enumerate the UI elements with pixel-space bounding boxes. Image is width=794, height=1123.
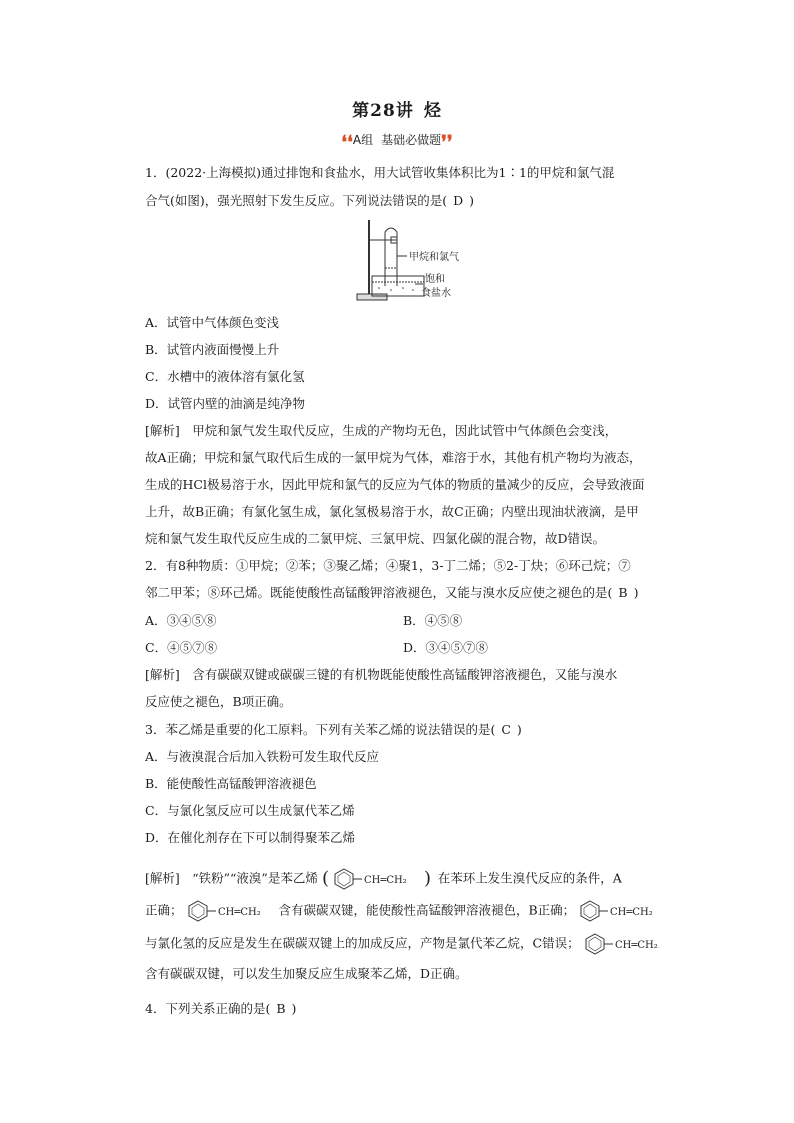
svg-text:CH═CH₂: CH═CH₂: [610, 907, 653, 918]
q2-option-d: D．③④⑤⑦⑧: [403, 640, 489, 655]
group-heading: [0, 131, 794, 153]
q2-answer: B: [618, 585, 628, 600]
q3-line1: [145, 721, 522, 739]
q3-option-d: D．在催化剂存在下可以制得聚苯乙烯: [145, 830, 356, 845]
title-lesson: 第28讲: [352, 101, 414, 121]
svg-text:(: (: [321, 868, 329, 889]
q3-analysis-line1: [145, 866, 622, 892]
svg-text:CH═CH₂: CH═CH₂: [217, 907, 261, 918]
q2-paren: ): [633, 585, 639, 600]
q4-stem: 4．下列关系正确的是(: [145, 1001, 271, 1016]
q3-answer: C: [501, 722, 511, 737]
figure-label-saturated: 饱和: [425, 274, 445, 285]
styrene-structure-icon-2: [187, 899, 275, 923]
q3-analysis-line2: [145, 899, 667, 923]
q1-option-c: C．水槽中的液体溶有氯化氢: [145, 369, 305, 384]
styrene-structure-icon: [322, 866, 434, 892]
q2-option-a: A．③④⑤⑧: [145, 613, 217, 628]
svg-text:): ): [423, 868, 431, 889]
q3-analysis-text2b: 含有碳碳双键，能使酸性高锰酸钾溶液褪色，B正确；: [278, 902, 576, 918]
q1-analysis-line5: 烷和氯气发生取代反应生成的二氯甲烷、三氯甲烷、四氯化碳的混合物，故D错误。: [145, 531, 606, 546]
apparatus-figure: [355, 218, 485, 304]
q2-line1: 2．有8种物质：①甲烷；②苯；③聚乙烯；④聚1，3-丁二烯；⑤2-丁炔；⑥环己烷；⑦: [145, 558, 631, 573]
styrene-structure-icon-4: [584, 932, 672, 956]
q1-stem: 合气(如图)，强光照射下发生反应。下列说法错误的是(: [145, 193, 448, 208]
q2-option-c: C．④⑤⑦⑧: [145, 640, 218, 655]
q3-paren: ): [516, 722, 522, 737]
q3-option-b: B．能使酸性高锰酸钾溶液褪色: [145, 776, 317, 791]
q3-analysis-text2a: 正确；: [145, 902, 183, 918]
q1-analysis-line2: 故A正确；甲烷和氯气取代后生成的一氯甲烷为气体，难溶于水，其他有机产物均为液态，: [145, 450, 642, 465]
open-quote-icon: ❛❛: [341, 132, 353, 153]
q3-analysis-text1b: 在苯环上发生溴代反应的条件，A: [437, 870, 622, 886]
q3-analysis-line4: 含有碳碳双键，可以发生加聚反应生成聚苯乙烯，D正确。: [145, 966, 468, 981]
q1-option-b: B．试管内液面慢慢上升: [145, 342, 280, 357]
q3-analysis-text1: [解析] “铁粉”“液溴”是苯乙烯: [145, 870, 318, 886]
figure-label-gas: 甲烷和氯气: [409, 252, 459, 263]
q3-analysis-line3: [145, 932, 672, 956]
q2-analysis-line1: [解析] 含有碳碳双键或碳碳三键的有机物既能使酸性高锰酸钾溶液褪色，又能与溴水: [145, 667, 618, 682]
q2-line2: [145, 584, 638, 602]
q1-line2: [145, 192, 474, 210]
page-title: [0, 96, 794, 121]
q3-stem: 3．苯乙烯是重要的化工原料。下列有关苯乙烯的说法错误的是(: [145, 722, 496, 737]
close-quote-icon: ❜❜: [441, 132, 453, 153]
svg-text:CH═CH₂: CH═CH₂: [614, 940, 658, 951]
group-name: 基础必做题: [381, 133, 442, 147]
svg-text:CH═CH₂: CH═CH₂: [363, 875, 407, 886]
q1-option-d: D．试管内壁的油滴是纯净物: [145, 396, 306, 411]
q3-option-c: C．与氯化氢反应可以生成氯代苯乙烯: [145, 803, 355, 818]
q2-stem: 邻二甲苯；⑧环己烯。既能使酸性高锰酸钾溶液褪色，又能与溴水反应使之褪色的是(: [145, 585, 613, 600]
q3-analysis-text3: 与氯化氢的反应是发生在碳碳双键上的加成反应，产物是氯代苯乙烷，C错误；: [145, 935, 580, 951]
q1-analysis-line4: 上升，故B正确；有氯化氢生成，氯化氢极易溶于水，故C正确；内壁出现油状液滴，是甲: [145, 504, 639, 519]
figure-label-brine: 食盐水: [421, 288, 451, 299]
q1-option-a: A．试管中气体颜色变浅: [145, 315, 280, 330]
q1-answer: D: [453, 193, 464, 208]
q1-paren: ): [469, 193, 475, 208]
q1-analysis-line3: 生成的HCl极易溶于水，因此甲烷和氯气的反应为气体的物质的量减少的反应，会导致液面: [145, 477, 645, 492]
q4-paren: ): [291, 1001, 297, 1016]
q3-option-a: A．与液溴混合后加入铁粉可发生取代反应: [145, 749, 380, 764]
styrene-structure-icon-3: [579, 899, 667, 923]
title-topic: 烃: [423, 101, 442, 121]
q4-answer: B: [276, 1001, 286, 1016]
q1-analysis-line1: [解析] 甲烷和氯气发生取代反应，生成的产物均无色，因此试管中气体颜色会变浅，: [145, 423, 618, 438]
group-label: A组: [352, 133, 374, 147]
q1-line1: 1．(2022·上海模拟)通过排饱和食盐水，用大试管收集体积比为1∶1的甲烷和氯气混: [145, 165, 615, 180]
q2-analysis-line2: 反应使之褪色，B项正确。: [145, 694, 292, 709]
q4-line1: [145, 1000, 296, 1018]
q2-option-b: B．④⑤⑧: [403, 613, 463, 628]
